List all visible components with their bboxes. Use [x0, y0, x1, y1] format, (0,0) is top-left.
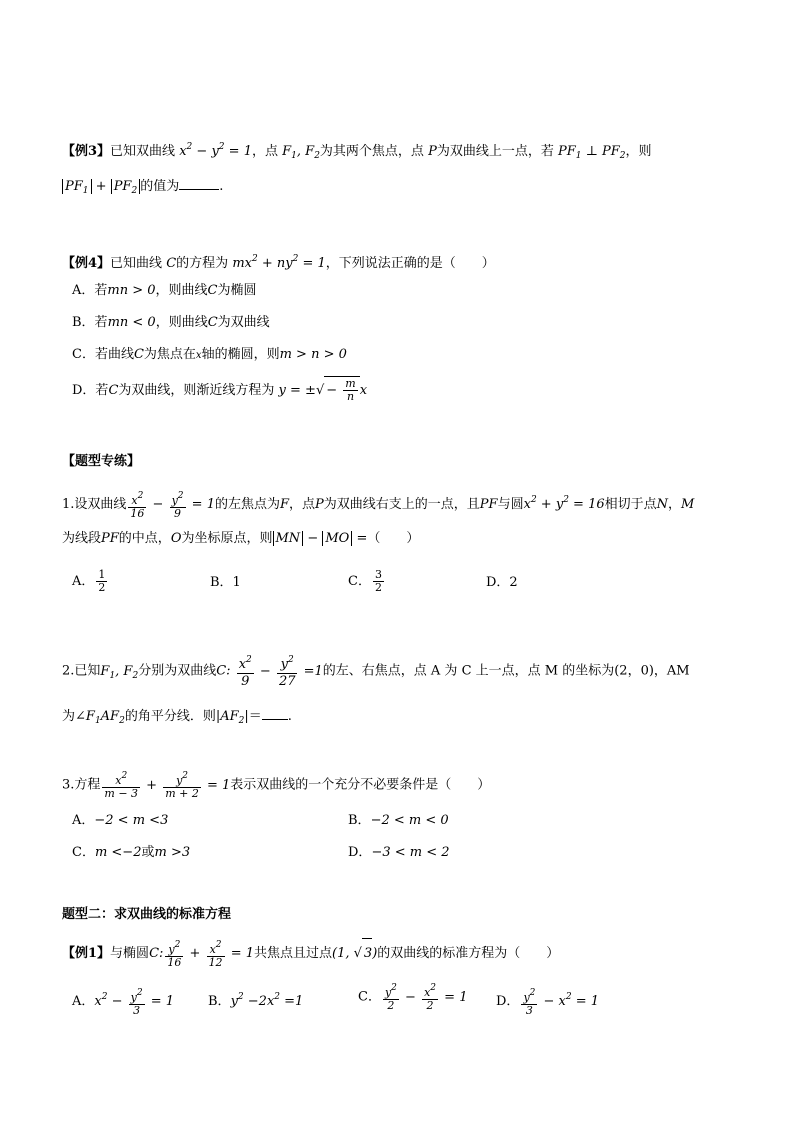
- question-3-stem: 3.方程 $\frac{x^2}{m - 3}$ + $\frac{y^2}{m + 2}$ = 1表示双曲线的一个充分不必要条件是（ ）: [62, 771, 491, 800]
- equation: $\frac{x^2}{16}$ − $\frac{y^2}{9}$ = 1: [130, 490, 215, 520]
- question-1-line-2: 为线段PF的中点，O为坐标原点，则 MN − MO =（ ）: [62, 531, 420, 546]
- q3-option-a[interactable]: A．−2 < m <3: [72, 813, 169, 828]
- math-p: P: [428, 144, 437, 159]
- equation: C: $\frac{y^2}{16}$ + $\frac{x^2}{12}$ = 1: [149, 939, 254, 969]
- example-3-line-2: $PF_1 + PF_2$ 的值为 .: [62, 178, 223, 200]
- equation: $\frac{x^2}{9}$ − $\frac{y^2}{27}$ =1: [235, 664, 323, 679]
- answer-blank[interactable]: [262, 719, 288, 720]
- ex1-option-c[interactable]: C． $\frac{y^2}{2}$ − $\frac{x^2}{2}$ = 1: [358, 983, 468, 1012]
- q1-option-d[interactable]: D．2: [486, 575, 518, 590]
- example-3-line-1: 【例3】已知双曲线 $x^2 - y^2 = 1$，点 $F_1$, $F_2$为其两个焦点，点 P为双曲线上一点，若 $PF_1$ ⊥ $PF_2$，则: [62, 142, 652, 161]
- math-foci: $F_1$, $F_2$: [282, 144, 320, 161]
- q3-option-c[interactable]: C．m <−2或m >3: [72, 845, 191, 860]
- q1-option-a[interactable]: A． $\frac{1}{2}$: [72, 568, 106, 594]
- ex1-option-b[interactable]: B．$y^2 -2x^2 =1$: [208, 992, 304, 1009]
- example-tag: 【例4】: [62, 256, 111, 271]
- q1-option-b[interactable]: B．1: [210, 575, 241, 590]
- option-a[interactable]: A．若mn > 0，则曲线C为椭圆: [72, 283, 257, 298]
- q3-option-b[interactable]: B．−2 < m < 0: [348, 813, 449, 828]
- question-2-line-2: 为$\angle F_1AF_2$的角平分线．则$|AF_2|=$ .: [62, 709, 292, 726]
- ex1-option-d[interactable]: D． $\frac{y^2}{3}$ − $x^2 = 1$: [496, 987, 600, 1017]
- equation: $mx^2 + ny^2 = 1$: [232, 254, 326, 271]
- example-4-stem: 【例4】已知曲线 C的方程为 $mx^2 + ny^2 = 1$，下列说法正确的是（ ）: [62, 254, 495, 271]
- question-2-line-1: 2.已知$F_1$, $F_2$分别为双曲线C: $\frac{x^2}{9}$ − $\frac{y^2}{27}$ =1的左、右焦点，点 A 为 C 上一点，点 M 的坐标为(2，0)，AM: [62, 652, 690, 692]
- equation: $\frac{x^2}{m - 3}$ + $\frac{y^2}{m + 2}$ = 1: [104, 771, 231, 800]
- equation: $x^2 - y^2 = 1$: [179, 142, 252, 159]
- q3-option-d[interactable]: D．−3 < m < 2: [348, 845, 450, 860]
- option-b[interactable]: B．若mn < 0，则曲线C为双曲线: [72, 315, 270, 330]
- answer-blank[interactable]: [179, 189, 219, 190]
- example-tag: 【例1】: [62, 946, 111, 961]
- example-tag: 【例3】: [62, 144, 111, 159]
- section-heading-practice: 【题型专练】: [62, 454, 141, 469]
- q1-option-c[interactable]: C． $\frac{3}{2}$: [348, 568, 382, 594]
- math-perpendicular: $PF_1$ ⊥ $PF_2$: [557, 144, 626, 161]
- option-c[interactable]: C．若曲线C为焦点在x轴的椭圆，则m > n > 0: [72, 347, 347, 362]
- ex1-option-a[interactable]: A．$x^2$ − $\frac{y^2}{3}$ = 1: [72, 987, 175, 1017]
- math-abs-sum: $PF_1 + PF_2$: [62, 179, 140, 194]
- example-1-stem: 【例1】与椭圆C: $\frac{y^2}{16}$ + $\frac{x^2}{12}$ = 1共焦点且过点(1, √ 3)的双曲线的标准方程为（ ）: [62, 939, 560, 969]
- option-d[interactable]: D．若C为双曲线，则渐近线方程为 y = ±√ − $\frac{m}{n}$ x: [72, 377, 368, 403]
- question-1-line-1: 1.设双曲线 $\frac{x^2}{16}$ − $\frac{y^2}{9}$ = 1的左焦点为F，点P为双曲线右支上的一点，且PF与圆$x^2 + y^2 = 16$相切于点N，M: [62, 490, 695, 520]
- section-heading-type-2: 题型二：求双曲线的标准方程: [62, 907, 232, 922]
- asymptote-formula: y = ±√ − $\frac{m}{n}$ x: [278, 377, 368, 403]
